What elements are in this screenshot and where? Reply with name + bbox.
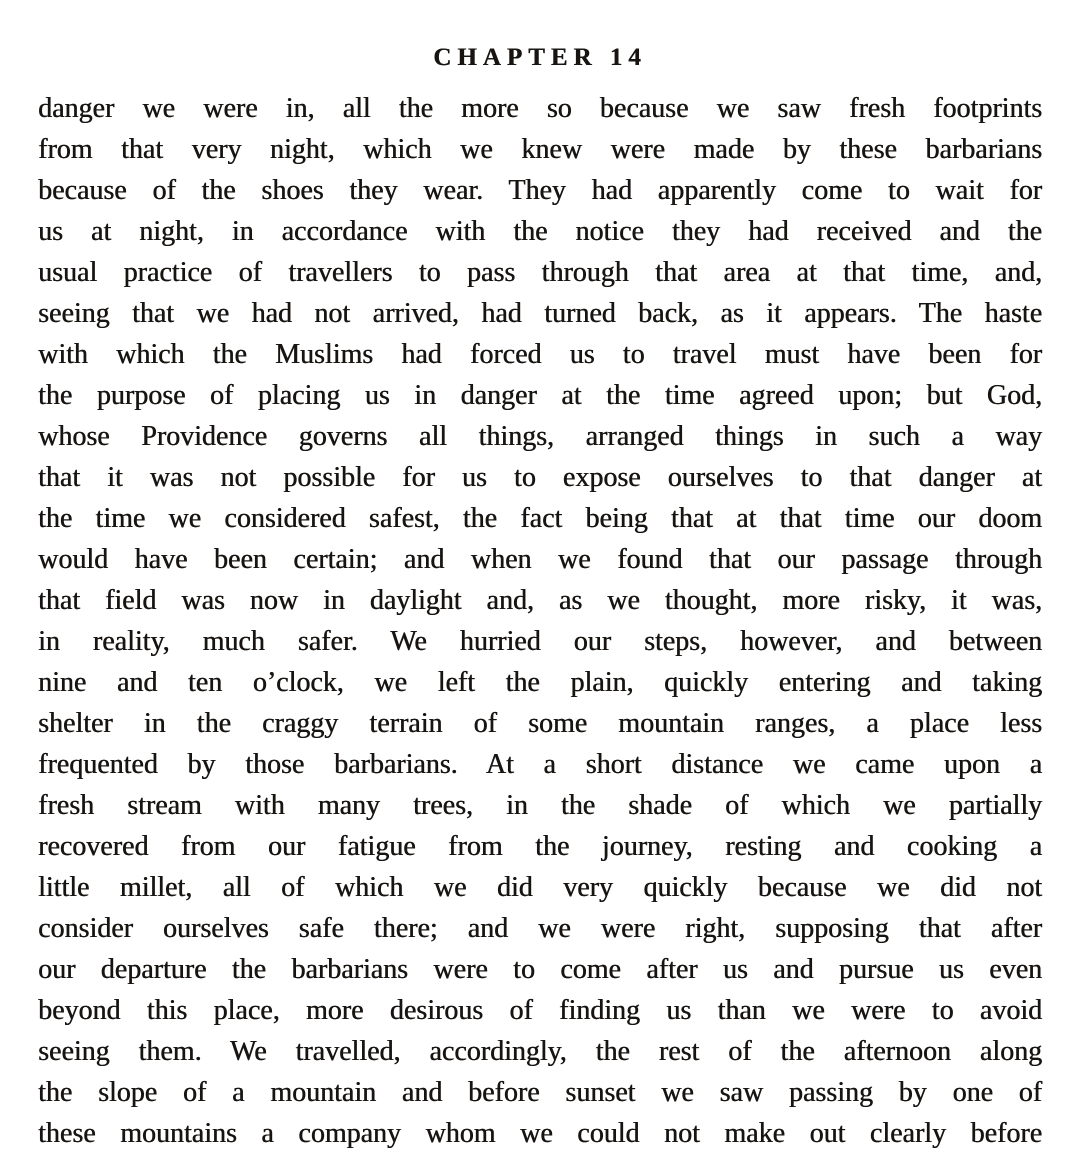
text-line: that field was now in daylight and, as we thought, more risky, it was,: [38, 585, 1042, 616]
text-line: usual practice of travellers to pass through that area at that time, and,: [38, 257, 1042, 288]
body-text: [38, 88, 1042, 1154]
chapter-heading: CHAPTER 14: [433, 44, 647, 71]
text-line: whose Providence governs all things, arranged things in such a way: [38, 421, 1042, 452]
text-line: in reality, much safer. We hurried our steps, however, and between: [38, 626, 1042, 657]
text-line: that it was not possible for us to expose ourselves to that danger at: [38, 462, 1042, 493]
text-line: little millet, all of which we did very quickly because we did not: [38, 872, 1042, 903]
text-line: the purpose of placing us in danger at the time agreed upon; but God,: [38, 380, 1042, 411]
text-line: the time we considered safest, the fact being that at that time our doom: [38, 503, 1042, 534]
text-line: beyond this place, more desirous of finding us than we were to avoid: [38, 995, 1042, 1026]
text-line: our departure the barbarians were to come after us and pursue us even: [38, 954, 1042, 985]
text-line: frequented by those barbarians. At a short distance we came upon a: [38, 749, 1042, 780]
text-line: danger we were in, all the more so because we saw fresh footprints: [38, 93, 1042, 124]
text-line: would have been certain; and when we found that our passage through: [38, 544, 1042, 575]
text-line: nine and ten o’clock, we left the plain, quickly entering and taking: [38, 667, 1042, 698]
text-line: recovered from our fatigue from the journey, resting and cooking a: [38, 831, 1042, 862]
clipped-text-line: these mountains a company whom we could not make out clearly before: [38, 1118, 1042, 1149]
text-line: us at night, in accordance with the notice they had received and the: [38, 216, 1042, 247]
text-line: because of the shoes they wear. They had apparently come to wait for: [38, 175, 1042, 206]
text-line: seeing that we had not arrived, had turned back, as it appears. The haste: [38, 298, 1042, 329]
text-line: fresh stream with many trees, in the shade of which we partially: [38, 790, 1042, 821]
text-line: the slope of a mountain and before sunset we saw passing by one of: [38, 1077, 1042, 1108]
text-line: seeing them. We travelled, accordingly, the rest of the afternoon along: [38, 1036, 1042, 1067]
text-line: with which the Muslims had forced us to travel must have been for: [38, 339, 1042, 370]
text-line: shelter in the craggy terrain of some mountain ranges, a place less: [38, 708, 1042, 739]
text-line: consider ourselves safe there; and we were right, supposing that after: [38, 913, 1042, 944]
text-line: from that very night, which we knew were made by these barbarians: [38, 134, 1042, 165]
